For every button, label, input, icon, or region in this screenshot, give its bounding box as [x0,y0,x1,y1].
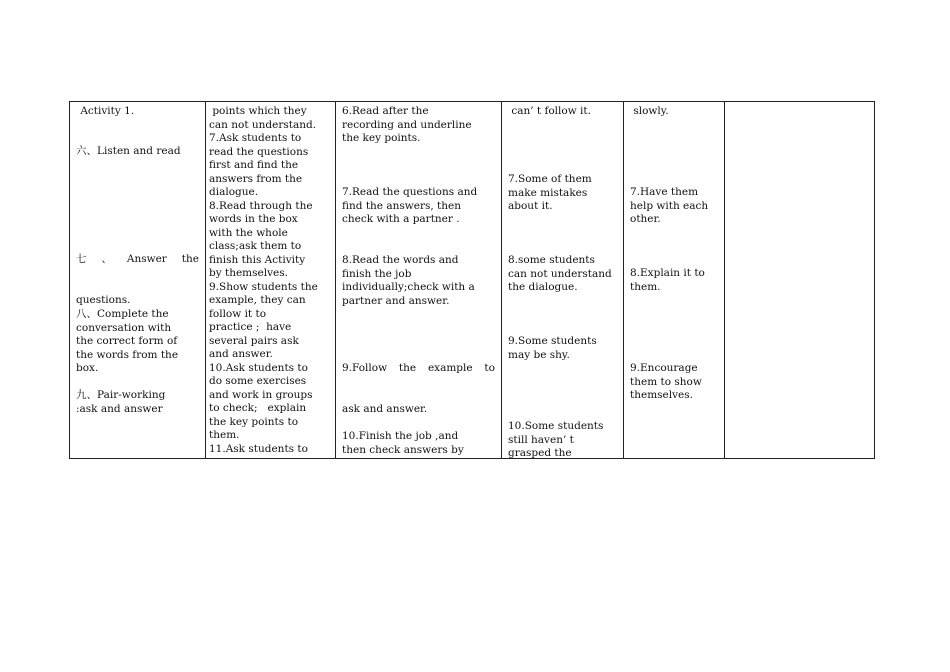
student-step-9 [342,335,495,443]
problem-8: 8.some students can not understand the dialogue. [508,254,612,293]
empty-column [725,102,874,458]
answer-word: 、 [101,253,112,265]
problems-column [502,102,624,458]
teacher-activity-text: points which they can not understand. 7.Ask students to read the questions first and find the answers from the dialogue. 8.Read through the words in the box with the whole class;ask them to finish this Activity by themselves. 9.Show students the example, they can follow it to practice ; have several pairs ask and answer. 10.Ask students to do some exercises and work in groups to check; explain the key points to them. 11.Ask students to [209,105,318,455]
student-step-9-first-line [342,362,495,376]
solutions-column [624,102,725,458]
solution-9: 9.Encourage them to show themselves. [630,362,702,401]
problem-7: 7.Some of them make mistakes about it. [508,173,592,212]
teacher-activity-column [206,102,336,458]
step-9-word: the [398,362,417,374]
answer-word: Answer [126,253,167,265]
step-9-word: 9.Follow [342,362,388,374]
solution-7: 7.Have them help with each other. [630,186,709,225]
problem-10: 10.Some students still haven’ t grasped the [508,420,604,458]
complete-conversation-label: 八、Complete the conversation with the correct form of the words from the box. [76,308,179,374]
student-step-7: 7.Read the questions and find the answers, then check with a partner . [342,186,478,225]
activity-column [70,102,206,458]
lesson-plan-table [69,101,875,459]
student-step-6: 6.Read after the recording and underline the key points. [342,105,472,144]
answer-questions-second-line: questions. [76,293,131,306]
student-activity-column [336,102,502,458]
student-step-9-second-line: ask and answer. [342,402,428,415]
student-step-8: 8.Read the words and finish the job individually;check with a partner and answer. [342,254,475,307]
problem-top: can’ t follow it. [508,105,591,117]
problem-9: 9.Some students may be shy. [508,335,597,361]
answer-word: the [181,253,199,265]
answer-word: 七 [76,253,87,265]
solution-8: 8.Explain it to them. [630,267,705,293]
student-step-10: 10.Finish the job ,and then check answers by [342,430,464,456]
listen-and-read-label: 六、Listen and read [76,145,181,157]
step-9-word: to [484,362,495,374]
step-9-word: example [427,362,473,374]
pair-working-label: 九、Pair-working :ask and answer [76,389,166,415]
activity-1-label: Activity 1. [77,105,135,117]
answer-questions-first-line [76,253,199,267]
solution-top: slowly. [630,105,669,117]
